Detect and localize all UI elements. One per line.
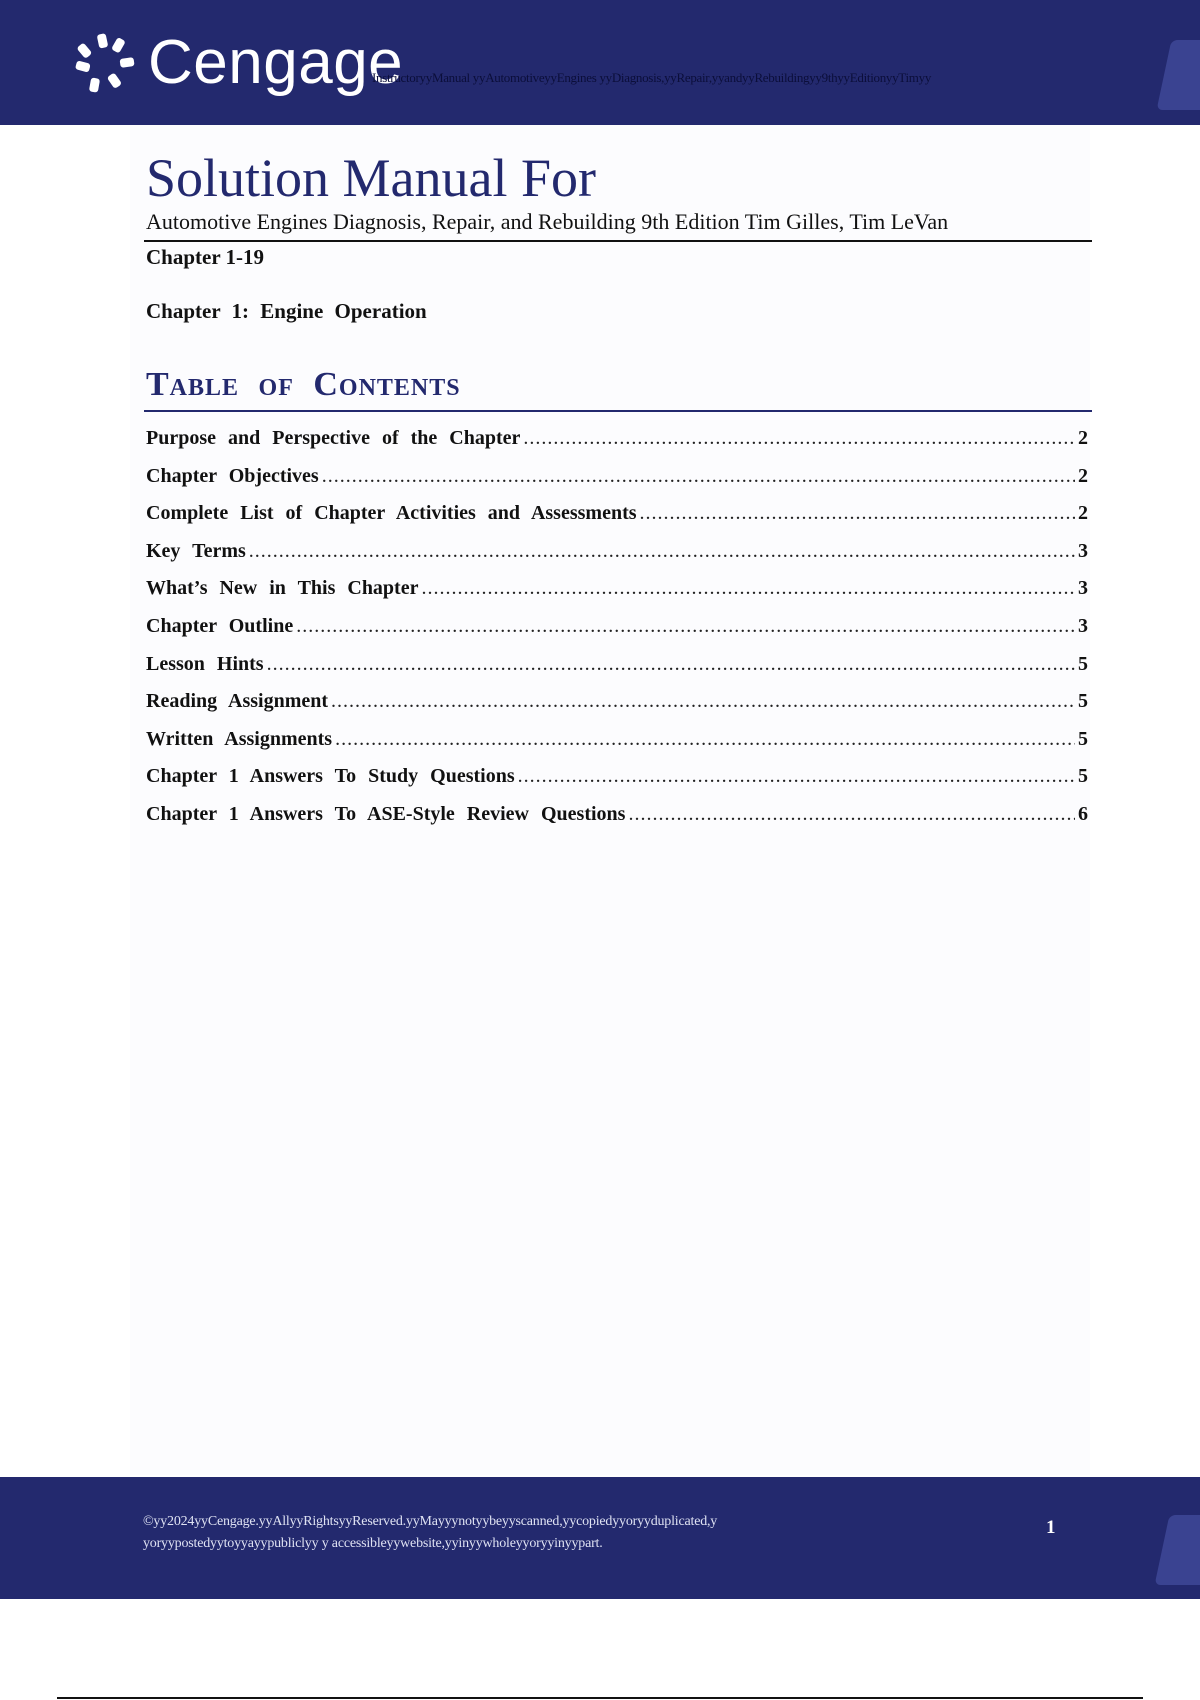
toc-leader-dots: [628, 800, 1075, 828]
chapter-range: Chapter 1-19: [146, 245, 265, 269]
title-divider: [144, 240, 1092, 242]
toc-entry[interactable]: [146, 687, 1088, 725]
toc-divider: [144, 410, 1092, 412]
toc-entry-label: Chapter 1 Answers To Study Questions: [146, 765, 515, 788]
toc-entry[interactable]: [146, 612, 1088, 650]
toc-entry-label: Purpose and Perspective of the Chapter: [146, 427, 521, 449]
toc-entry[interactable]: [146, 574, 1088, 612]
page-header: [0, 0, 1200, 125]
toc-leader-dots: [335, 725, 1075, 753]
toc-entry-label: Chapter Objectives: [146, 464, 319, 487]
page-bottom-rule: [57, 1697, 1143, 1699]
toc-entry-page: 5: [1078, 652, 1088, 675]
toc-entry-label: Lesson Hints: [146, 652, 264, 675]
toc-leader-dots: [421, 574, 1075, 602]
toc-entry-page: 6: [1078, 802, 1088, 825]
copyright-line: ©yy2024yyCengage.yyAllyyRightsyyReserved.yyMayyynotyybeyyscanned,yycopiedyyoryyduplicated,y: [143, 1514, 718, 1529]
toc-entry-page: 2: [1078, 464, 1088, 487]
toc-entry[interactable]: [146, 762, 1088, 800]
footer-corner-shape: [1155, 1515, 1200, 1585]
toc-entry-page: 2: [1078, 427, 1088, 449]
toc-entry-page: 3: [1078, 577, 1088, 600]
header-corner-shape: [1157, 40, 1200, 110]
toc-entry-page: 3: [1078, 539, 1088, 562]
toc-leader-dots: [267, 650, 1075, 678]
toc-entry[interactable]: [146, 725, 1088, 763]
toc-leader-dots: [249, 537, 1075, 565]
toc-entry[interactable]: [146, 800, 1088, 838]
toc-entry[interactable]: [146, 424, 1088, 462]
toc-entry-page: 5: [1078, 727, 1088, 750]
header-title-strip: InstructoryyManual yyAutomotiveyyEngines yyDiagnosis,yyRepair,yyandyyRebuildingyy9thyyEditionyyTimyy: [372, 70, 932, 85]
toc-entry-label: Chapter 1 Answers To ASE-Style Review Questions: [146, 802, 626, 825]
toc-entry-label: Key Terms: [146, 539, 246, 562]
toc-entry-page: 3: [1078, 614, 1088, 637]
toc-leader-dots: [518, 762, 1075, 790]
toc-leader-dots: [640, 499, 1075, 527]
toc-entry[interactable]: [146, 462, 1088, 500]
toc-entry-page: 5: [1078, 765, 1088, 788]
toc-leader-dots: [296, 612, 1075, 640]
toc-leader-dots: [331, 687, 1075, 715]
brand-wordmark: Cengage: [148, 28, 404, 97]
table-of-contents: [146, 424, 1088, 838]
toc-entry[interactable]: [146, 650, 1088, 688]
toc-heading: Table of Contents: [146, 366, 461, 403]
page-footer: [0, 1477, 1200, 1599]
copyright-line: yoryypostedyytoyyayypubliclyy y accessibleyywebsite,yyinyywholeyyoryyinyypart.: [143, 1536, 603, 1551]
toc-entry-label: What’s New in This Chapter: [146, 577, 419, 600]
toc-leader-dots: [322, 462, 1075, 490]
toc-entry-label: Reading Assignment: [146, 690, 329, 713]
document-subtitle: Automotive Engines Diagnosis, Repair, and Rebuilding 9th Edition Tim Gilles, Tim LeVan: [146, 209, 949, 234]
toc-leader-dots: [523, 424, 1075, 452]
toc-entry-label: Complete List of Chapter Activities and Assessments: [146, 502, 637, 525]
page-number: 1: [1046, 1517, 1056, 1538]
toc-entry[interactable]: [146, 499, 1088, 537]
toc-entry-page: 2: [1078, 502, 1088, 525]
toc-entry-label: Chapter Outline: [146, 614, 294, 637]
toc-entry-label: Written Assignments: [146, 727, 333, 750]
toc-entry[interactable]: [146, 537, 1088, 575]
document-title: Solution Manual For: [146, 148, 597, 208]
copyright-notice: [143, 1511, 863, 1555]
chapter-heading: Chapter 1: Engine Operation: [146, 299, 427, 323]
toc-entry-page: 5: [1078, 690, 1088, 713]
